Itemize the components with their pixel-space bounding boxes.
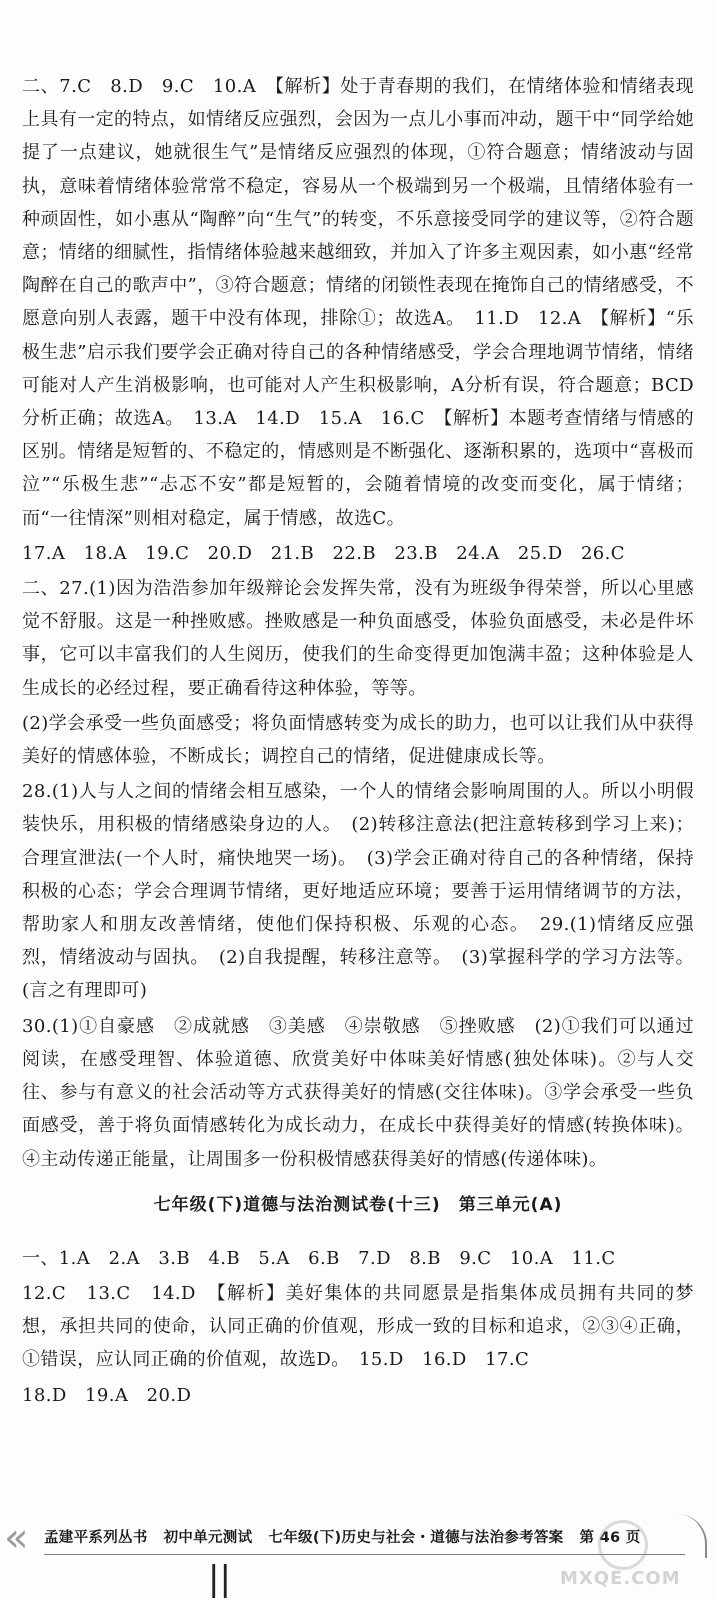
chevron-left-icon: « [4,1515,29,1561]
footer-subject: 七年级(下)历史与社会・道德与法治参考答案 [268,1530,564,1546]
answer-paragraph-4: (2)学会承受一些负面感受；将负面情感转变为成长的助力，也可以让我们从中获得美好的情感体验，不断成长；调控自己的情绪，促进健康成长等。 [22,712,694,768]
footer-page-number: 第 46 页 [579,1530,641,1546]
footer-series: 孟建平系列丛书 [44,1530,148,1546]
section-heading [22,1190,694,1220]
answer-paragraph-9: 18.D 19.A 20.D [22,1384,192,1406]
section-title: 七年级(下)道德与法治测试卷(十三) [153,1194,441,1215]
answer-paragraph-3: 二、27.(1)因为浩浩参加年级辩论会发挥失常，没有为班级争得荣誉，所以心里感觉不舒服。这是一种挫败感。挫败感是一种负面感受，体验负面感受，未必是件坏事，它可以丰富我们的人生阅历，使我们的生命变得更加饱满丰盈；这种体验是人生成长的必经过程，要正确看待这种体验，等等。 [22,578,694,699]
footer-book: 初中单元测试 [163,1530,253,1546]
answer-paragraph-7: 一、1.A 2.A 3.B 4.B 5.A 6.B 7.D 8.B 9.C 10.A 11.C [22,1247,616,1269]
answer-paragraph-8: 12.C 13.C 14.D 【解析】美好集体的共同愿景是指集体成员拥有共同的梦想，承担共同的使命，认同正确的价值观，形成一致的目标和追求，②③④正确，①错误，应认同正确的价值观，故选D。 15.D 16.D 17.C [22,1282,694,1371]
section-unit: 第三单元(A) [458,1194,563,1215]
watermark-logo-icon [598,1520,648,1570]
answer-paragraph-5: 28.(1)人与人之间的情绪会相互感染，一个人的情绪会影响周围的人。所以小明假装快乐，用积极的情绪感染身边的人。 (2)转移注意法(把注意转移到学习上来)；合理宣泄法(一个人时，痛快地哭一场)。 (3)学会正确对待自己的各种情绪，保持积极的心态；学会合理调节情绪，更好地适应环境；要善于运用情绪调节的方法，帮助家人和朋友改善情绪，使他们保持积极、乐观的心态。 29.(1)情绪反应强烈，情绪波动与固执。 (2)自我提醒，转移注意等。 (3)掌握科学的学习方法等。(言之有理即可) [22,781,694,1002]
answer-paragraph-6: 30.(1)①自豪感 ②成就感 ③美感 ④崇敬感 ⑤挫败感 (2)①我们可以通过阅读，在感受理智、体验道德、欣赏美好中体味美好情感(独处体味)。②与人交往、参与有意义的社会活动等方式获得美好的情感(交往体味)。③学会承受一些负面感受，善于将负面情感转化为成长动力，在成长中获得美好的情感(转换体味)。④主动传递正能量，让周围多一份积极情感获得美好的情感(传递体味)。 [22,1015,694,1170]
answer-paragraph-2: 17.A 18.A 19.C 20.D 21.B 22.B 23.B 24.A 25.D 26.C [22,542,625,564]
answer-content [22,70,694,1414]
binding-mark-icon: || [208,1559,231,1599]
watermark-text: MXQE.COM [560,1568,681,1589]
answer-paragraph-1: 二、7.C 8.D 9.C 10.A 【解析】处于青春期的我们，在情绪体验和情绪表现上具有一定的特点，如情绪反应强烈，会因为一点儿小事而冲动，题干中“同学给她提了一点建议，她就很生气”是情绪反应强烈的体现，①符合题意；情绪波动与固执，意味着情绪体验常常不稳定，容易从一个极端到另一个极端，且情绪体验有一种顽固性，如小惠从“陶醉”向“生气”的转变，不乐意接受同学的建议等，②符合题意；情绪的细腻性，指情绪体验越来越细致，并加入了许多主观因素，如小惠“经常陶醉在自己的歌声中”，③符合题意；情绪的闭锁性表现在掩饰自己的情绪感受，不愿意向别人表露，题干中没有体现，排除①；故选A。 11.D 12.A 【解析】“乐极生悲”启示我们要学会正确对待自己的各种情绪感受，学会合理地调节情绪，情绪可能对人产生消极影响，也可能对人产生积极影响，A分析有误，符合题意；BCD分析正确；故选A。 13.A 14.D 15.A 16.C 【解析】本题考查情绪与情感的区别。情绪是短暂的、不稳定的，情感则是不断强化、逐渐积累的，选项中“喜极而泣”“乐极生悲”“忐忑不安”都是短暂的，会随着情境的改变而变化，属于情绪；而“一往情深”则相对稳定，属于情感，故选C。 [22,76,694,529]
watermark [520,1520,690,1595]
